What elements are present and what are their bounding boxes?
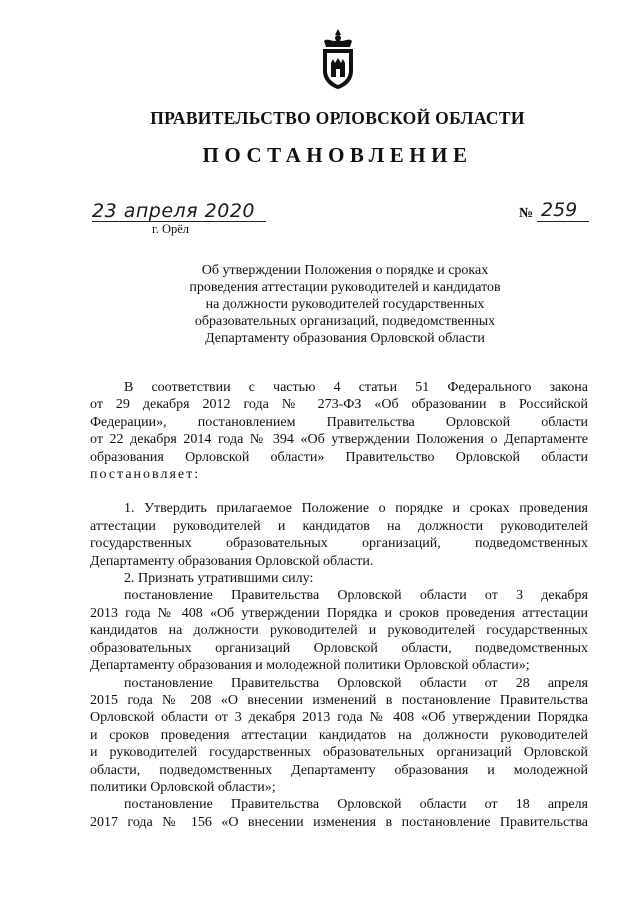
item2b-line: политики Орловской области»; bbox=[90, 779, 276, 795]
city-label: г. Орёл bbox=[152, 222, 190, 236]
handwritten-number: 259 bbox=[541, 199, 578, 221]
document-type: ПОСТАНОВЛЕНИЕ bbox=[202, 143, 473, 167]
item2b-line: Орловской области от 3 декабря 2013 года № 408 «Об утверждении Порядка bbox=[90, 710, 588, 726]
document-body bbox=[90, 379, 588, 831]
item2-heading: 2. Признать утратившими силу: bbox=[124, 571, 314, 587]
item2a-line: кандидатов на должности руководителей и руководителей государственных bbox=[90, 623, 588, 639]
handwritten-date: 23 апреля 2020 bbox=[92, 200, 255, 222]
document-subject bbox=[150, 262, 540, 347]
subject-line: на должности руководителей государственных bbox=[205, 297, 485, 312]
item2a-line: Департаменту образования и молодежной политики Орловской области»; bbox=[90, 658, 530, 674]
number-label: № bbox=[519, 206, 534, 221]
preamble-line: от 29 декабря 2012 года № 273-ФЗ «Об образовании в Российской bbox=[90, 397, 588, 413]
subject-line: образовательных организаций, подведомственных bbox=[194, 314, 496, 329]
item2c-line: 2017 года № 156 «О внесении изменения в постановление Правительства bbox=[90, 814, 588, 830]
government-title: ПРАВИТЕЛЬСТВО ОРЛОВСКОЙ ОБЛАСТИ bbox=[150, 108, 525, 128]
preamble-line: образования Орловской области» Правительство Орловской области bbox=[90, 449, 588, 465]
item2c-line: постановление Правительства Орловской области от 18 апреля bbox=[124, 797, 588, 813]
item2a-line: 2013 года № 408 «Об утверждении Порядка и сроков проведения аттестации bbox=[90, 605, 588, 621]
preamble-line: В соответствии с частью 4 статьи 51 Федерального закона bbox=[124, 380, 588, 395]
item2b-line: области, подведомственных Департаменту образования и молодежной bbox=[90, 762, 588, 778]
preamble-line: от 22 декабря 2014 года № 394 «Об утверждении Положения о Департаменте bbox=[90, 432, 588, 448]
item2b-line: постановление Правительства Орловской области от 28 апреля bbox=[124, 675, 588, 691]
item2b-line: 2015 года № 208 «О внесении изменений в постановление Правительства bbox=[90, 692, 588, 708]
item1-line: аттестации руководителей и кандидатов на должности руководителей bbox=[90, 518, 588, 534]
item2b-line: и сроков проведения аттестации кандидатов на должности руководителей bbox=[90, 727, 588, 743]
subject-line: проведения аттестации руководителей и кандидатов bbox=[189, 280, 501, 295]
preamble-line: Федерации», постановлением Правительства Орловской области bbox=[90, 414, 588, 430]
subject-line: Департаменту образования Орловской области bbox=[205, 331, 485, 346]
preamble-closing: постановляет: bbox=[90, 467, 201, 483]
item2a-line: постановление Правительства Орловской области от 3 декабря bbox=[124, 588, 588, 604]
coat-of-arms-emblem bbox=[318, 27, 358, 91]
number-underline bbox=[537, 221, 589, 222]
subject-line: Об утверждении Положения о порядке и сроках bbox=[201, 263, 489, 278]
item2a-line: образовательных организаций Орловской области, подведомственных bbox=[90, 640, 588, 656]
item1-line: государственных образовательных организаций, подведомственных bbox=[90, 536, 588, 552]
item1-line: Департаменту образования Орловской области. bbox=[90, 553, 374, 569]
item1-line: 1. Утвердить прилагаемое Положение о порядке и сроках проведения bbox=[124, 501, 588, 517]
item2b-line: и руководителей государственных образовательных организаций Орловской bbox=[90, 745, 588, 761]
